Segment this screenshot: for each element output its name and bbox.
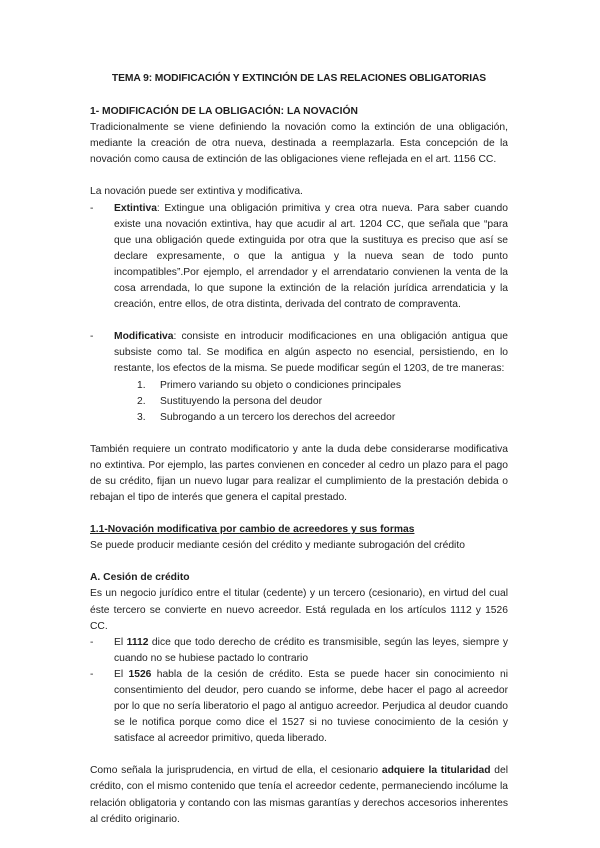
list-item [137,378,508,394]
item-text: Subrogando a un tercero los derechos del acreedor [160,411,396,423]
b2-text: habla de la cesión de crédito. Esta se puede hacer sin conocimiento ni consentimiento del deudor, pero cuando se informe, debe hacer el pago al acreedor por lo que no sería liberatorio el pago al antiguo acreedor. Perjudica al deudor cuando se le notifica porque como dice el 1527 si no tuviese conocimiento de la cesión y satisface al acreedor primitivo, queda liberado. [114,668,508,745]
section-1-1-heading-text: 1.1-Novación modificativa por cambio de acreedores y sus formas [90,524,415,536]
dash-bullet: - [90,636,94,648]
list-item-1526 [90,667,508,747]
extintiva-text: : Extingue una obligación primitiva y crea otra nueva. Para saber cuando existe una novación extintiva, hay que acudir al art. 1204 CC, que señala que “para que una obligación quede extinguida por otra que la sustituya es preciso que así se declare expresamente, o que la antigua y la nueva sean de todo punto incompatibles”.Por ejemplo, el arrendador y el arrendatario convienen la venta de la cosa arrendada, lo que supone la extinción de la relación jurídica arrendaticia y la creación, entre ellos, de otra distinta, derivada del contrato de compraventa. [114,202,508,311]
item-text: Sustituyendo la persona del deudor [160,395,323,407]
item-number: 3. [137,411,146,423]
list-item-extintiva [90,201,508,314]
final-post: del crédito, con el mismo contenido que tenía el acreedor cedente, permaneciendo incólume la relación obligatoria y contando con las mismas garantías y derechos accesorios inherentes al crédito originario. [90,765,508,825]
document-title: TEMA 9: MODIFICACIÓN Y EXTINCIÓN DE LAS RELACIONES OBLIGATORIAS [111,73,487,84]
b2-pre: El [114,668,129,680]
article-1526: 1526 [128,668,152,680]
novacion-types-list [90,201,508,314]
list-item-modificativa [90,329,508,377]
final-pre: Como señala la jurisprudencia, en virtud de ella, el cesionario [90,765,382,777]
jurisprudencia-paragraph [90,763,508,827]
modification-ways-list [90,378,508,426]
dash-bullet: - [90,668,94,680]
extintiva-label: Extintiva [114,202,157,214]
list-item [137,410,508,426]
cesion-intro-paragraph: Es un negocio jurídico entre el titular (cedente) y un tercero (cesionario), en virtud del cual éste tercero se convierte en nuevo acreedor. Está regulada en los artículos 1112 y 1526 CC. [90,588,508,632]
modificativa-text: : consiste en introducir modificaciones en una obligación antigua que subsiste como tal. Se modifica en algún aspecto no esencial, persistiendo, en lo restante, los efectos de la misma. Se puede modificar según el 1203, de tre maneras: [114,331,508,375]
section-1-1-heading [90,522,508,538]
item-number: 2. [137,395,146,407]
novacion-intro-paragraph: Tradicionalmente se viene definiendo la novación como la extinción de una obligación, mediante la creación de otra nueva, destinada a reemplazarla. Esta concepción de la novación como causa de extinción de las obligaciones viene reflejada en el art. 1156 CC. [90,122,508,166]
modificativa-label: Modificativa [114,331,174,343]
novacion-types-intro: La novación puede ser extintiva y modificativa. [90,186,303,198]
section-a-heading: A. Cesión de crédito [90,572,190,584]
dash-bullet: - [90,331,94,343]
section-1-1-text: Se puede producir mediante cesión del crédito y mediante subrogación del crédito [90,540,465,552]
cesion-articles-list [90,635,508,748]
b1-text: dice que todo derecho de crédito es transmisible, según las leyes, siempre y cuando no se hubiese pactado lo contrario [114,636,508,664]
list-item-1112 [90,635,508,667]
section-1-heading: 1- MODIFICACIÓN DE LA OBLIGACIÓN: LA NOVACIÓN [90,106,358,118]
list-item [137,394,508,410]
item-text: Primero variando su objeto o condiciones principales [160,379,401,391]
adquiere-titularidad: adquiere la titularidad [381,765,491,777]
article-1112: 1112 [126,636,149,648]
dash-bullet: - [90,202,94,214]
novacion-types-list-2 [90,329,508,377]
modificativa-closing-paragraph: También requiere un contrato modificatorio y ante la duda debe considerarse modificativa no extintiva. Por ejemplo, las partes convienen en conceder al cedro un plazo para el pago de su crédito, fijan un nuevo lugar para realizar el cumplimiento de la prestación debida o rebajan el tipo de interés que genera el capital prestado. [90,443,508,504]
b1-pre: El [114,636,127,648]
item-number: 1. [137,379,146,391]
